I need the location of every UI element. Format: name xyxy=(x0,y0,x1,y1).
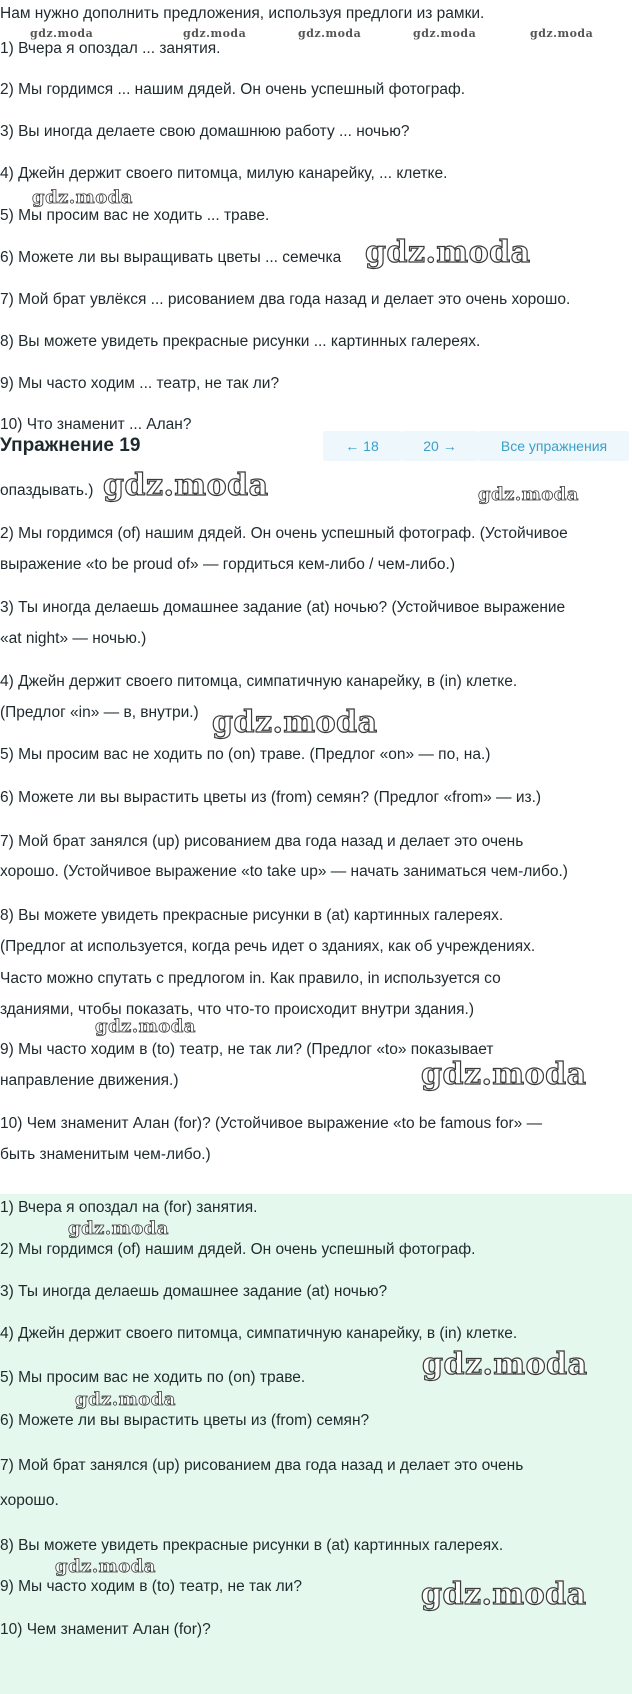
watermark: gdz.moda xyxy=(95,1016,196,1037)
watermark: gdz.moda xyxy=(413,27,477,40)
explanation-line: выражение «to be proud of» — гордиться кем-либо / чем-либо.) xyxy=(0,556,455,573)
watermark: gdz.moda xyxy=(55,1556,156,1577)
task-item: 5) Мы просим вас не ходить ... траве. xyxy=(0,207,270,224)
watermark: gdz.moda xyxy=(32,187,133,208)
explanation-line: хорошо. (Устойчивое выражение «to take up» — начать заниматься чем-либо.) xyxy=(0,863,568,880)
watermark: gdz.moda xyxy=(365,235,531,270)
explanation-line: «at night» — ночью.) xyxy=(0,630,147,647)
explanation-line: опаздывать.) xyxy=(0,482,94,499)
explanation-line: 8) Вы можете увидеть прекрасные рисунки в (at) картинных галереях. xyxy=(0,907,504,924)
explanation-line: 9) Мы часто ходим в (to) театр, не так ли? (Предлог «to» показывает xyxy=(0,1041,494,1058)
explanation-line: Часто можно спутать с предлогом in. Как правило, in используется со xyxy=(0,970,501,987)
task-item: 6) Можете ли вы выращивать цветы ... семечка xyxy=(0,249,342,266)
explanation-line: 6) Можете ли вы вырастить цветы из (from) семян? (Предлог «from» — из.) xyxy=(0,789,542,806)
watermark: gdz.moda xyxy=(422,1347,588,1382)
watermark: gdz.moda xyxy=(421,1577,587,1612)
answer-line: 6) Можете ли вы вырастить цветы из (from) семян? xyxy=(0,1412,370,1429)
watermark: gdz.moda xyxy=(421,1057,587,1092)
answer-line: 4) Джейн держит своего питомца, симпатичную канарейку, в (in) клетке. xyxy=(0,1325,518,1342)
prev-exercise-button[interactable]: ← 18 xyxy=(323,431,401,461)
answer-line: 1) Вчера я опоздал на (for) занятия. xyxy=(0,1199,258,1216)
answer-line: 10) Чем знаменит Алан (for)? xyxy=(0,1621,211,1638)
watermark: gdz.moda xyxy=(103,468,269,503)
exercise-title: Упражнение 19 xyxy=(0,435,141,456)
answer-line: 7) Мой брат занялся (up) рисованием два года назад и делает это очень xyxy=(0,1457,524,1474)
task-item: 10) Что знаменит ... Алан? xyxy=(0,416,192,433)
answer-line: 8) Вы можете увидеть прекрасные рисунки в (at) картинных галереях. xyxy=(0,1537,504,1554)
answer-line: хорошо. xyxy=(0,1492,59,1509)
watermark: gdz.moda xyxy=(183,27,247,40)
watermark: gdz.moda xyxy=(30,27,94,40)
answer-line: 5) Мы просим вас не ходить по (on) траве. xyxy=(0,1369,306,1386)
answer-line: 9) Мы часто ходим в (to) театр, не так ли? xyxy=(0,1578,302,1595)
explanation-line: 5) Мы просим вас не ходить по (on) траве. (Предлог «on» — по, на.) xyxy=(0,746,491,763)
task-item: 3) Вы иногда делаете свою домашнюю работу ... ночью? xyxy=(0,123,410,140)
answers-box xyxy=(0,1194,632,1694)
next-exercise-button[interactable]: 20 → xyxy=(401,431,479,461)
explanation-line: 2) Мы гордимся (of) нашим дядей. Он очень успешный фотограф. (Устойчивое xyxy=(0,525,568,542)
watermark: gdz.moda xyxy=(530,27,594,40)
task-item: 2) Мы гордимся ... нашим дядей. Он очень успешный фотограф. xyxy=(0,81,466,98)
explanation-line: 7) Мой брат занялся (up) рисованием два года назад и делает это очень xyxy=(0,833,524,850)
intro-text: Нам нужно дополнить предложения, используя предлоги из рамки. xyxy=(0,5,485,22)
task-item: 1) Вчера я опоздал ... занятия. xyxy=(0,40,221,57)
explanation-line: зданиями, чтобы показать, что что-то происходит внутри здания.) xyxy=(0,1001,474,1018)
task-item: 4) Джейн держит своего питомца, милую канарейку, ... клетке. xyxy=(0,165,448,182)
answer-line: 3) Ты иногда делаешь домашнее задание (at) ночью? xyxy=(0,1283,388,1300)
answer-line: 2) Мы гордимся (of) нашим дядей. Он очень успешный фотограф. xyxy=(0,1241,476,1258)
all-exercises-button[interactable]: Все упражнения xyxy=(479,431,629,461)
watermark: gdz.moda xyxy=(298,27,362,40)
task-item: 9) Мы часто ходим ... театр, не так ли? xyxy=(0,375,280,392)
watermark: gdz.moda xyxy=(68,1218,169,1239)
task-item: 8) Вы можете увидеть прекрасные рисунки ... картинных галереях. xyxy=(0,333,481,350)
watermark: gdz.moda xyxy=(478,484,579,505)
watermark: gdz.moda xyxy=(212,705,378,740)
explanation-line: (Предлог at используется, когда речь идет о зданиях, как об учреждениях. xyxy=(0,938,536,955)
explanation-line: 3) Ты иногда делаешь домашнее задание (at) ночью? (Устойчивое выражение xyxy=(0,599,566,616)
explanation-line: 10) Чем знаменит Алан (for)? (Устойчивое выражение «to be famous for» — xyxy=(0,1115,543,1132)
explanation-line: (Предлог «in» — в, внутри.) xyxy=(0,704,199,721)
explanation-line: направление движения.) xyxy=(0,1072,179,1089)
watermark: gdz.moda xyxy=(75,1389,176,1410)
explanation-line: 4) Джейн держит своего питомца, симпатичную канарейку, в (in) клетке. xyxy=(0,673,518,690)
explanation-line: быть знаменитым чем-либо.) xyxy=(0,1146,211,1163)
task-item: 7) Мой брат увлёкся ... рисованием два года назад и делает это очень хорошо. xyxy=(0,291,571,308)
